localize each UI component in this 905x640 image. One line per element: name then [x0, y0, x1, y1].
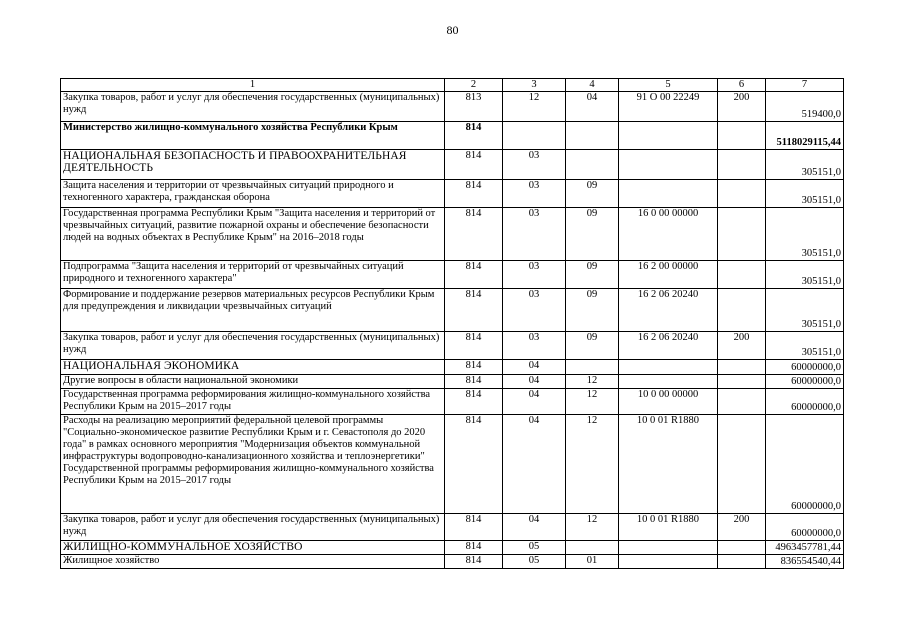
table-row [61, 514, 844, 541]
cell-code: 814 [445, 541, 503, 555]
cell-section: 04 [503, 375, 566, 389]
table-row [61, 360, 844, 375]
cell-amount: 305151,0 [766, 289, 844, 332]
cell-kind [718, 389, 766, 415]
cell-section: 04 [503, 514, 566, 541]
cell-target: 10 0 01 R1880 [619, 514, 718, 541]
cell-subsection: 09 [566, 332, 619, 360]
header-row [61, 79, 844, 92]
cell-target [619, 122, 718, 150]
cell-code: 814 [445, 332, 503, 360]
cell-name: Закупка товаров, работ и услуг для обеспечения государственных (муниципальных) нужд [61, 332, 445, 360]
cell-kind [718, 261, 766, 289]
cell-target: 16 2 06 20240 [619, 332, 718, 360]
table-row [61, 389, 844, 415]
table-row [61, 261, 844, 289]
cell-code: 814 [445, 389, 503, 415]
cell-kind [718, 208, 766, 261]
cell-name: Государственная программа реформирования жилищно-коммунального хозяйства Республики Крым на 2015–2017 годы [61, 389, 445, 415]
cell-subsection: 09 [566, 261, 619, 289]
cell-kind: 200 [718, 514, 766, 541]
table-row [61, 415, 844, 514]
cell-section: 03 [503, 289, 566, 332]
header-cell-target: 5 [619, 79, 718, 92]
cell-subsection [566, 122, 619, 150]
table-row [61, 150, 844, 180]
header-cell-code: 2 [445, 79, 503, 92]
cell-section: 04 [503, 415, 566, 514]
cell-subsection: 12 [566, 375, 619, 389]
cell-subsection: 04 [566, 92, 619, 122]
cell-amount: 305151,0 [766, 208, 844, 261]
cell-subsection: 09 [566, 289, 619, 332]
table-row [61, 375, 844, 389]
cell-section [503, 122, 566, 150]
cell-amount: 836554540,44 [766, 555, 844, 569]
cell-kind [718, 122, 766, 150]
cell-code: 814 [445, 415, 503, 514]
header-cell-section: 3 [503, 79, 566, 92]
cell-subsection: 12 [566, 514, 619, 541]
cell-target [619, 180, 718, 208]
cell-subsection [566, 541, 619, 555]
cell-section: 04 [503, 389, 566, 415]
cell-target: 16 2 06 20240 [619, 289, 718, 332]
cell-name: Жилищное хозяйство [61, 555, 445, 569]
cell-name: Другие вопросы в области национальной экономики [61, 375, 445, 389]
cell-amount: 5118029115,44 [766, 122, 844, 150]
cell-section: 03 [503, 261, 566, 289]
cell-name: Министерство жилищно-коммунального хозяйства Республики Крым [61, 122, 445, 150]
cell-target: 16 0 00 00000 [619, 208, 718, 261]
cell-code: 814 [445, 555, 503, 569]
cell-name: ЖИЛИЩНО-КОММУНАЛЬНОЕ ХОЗЯЙСТВО [61, 541, 445, 555]
cell-target [619, 150, 718, 180]
cell-name: Государственная программа Республики Крым "Защита населения и территорий от чрезвычайных ситуаций, развитие пожарной охраны и обеспечение безопасности людей на водных объектах в Республике Крым" на 2016–2018 годы [61, 208, 445, 261]
cell-kind [718, 360, 766, 375]
cell-section: 03 [503, 332, 566, 360]
table-row [61, 92, 844, 122]
cell-target [619, 541, 718, 555]
cell-amount: 305151,0 [766, 261, 844, 289]
header-cell-amount: 7 [766, 79, 844, 92]
cell-kind [718, 180, 766, 208]
cell-name: Закупка товаров, работ и услуг для обеспечения государственных (муниципальных) нужд [61, 92, 445, 122]
cell-name: НАЦИОНАЛЬНАЯ ЭКОНОМИКА [61, 360, 445, 375]
cell-code: 814 [445, 289, 503, 332]
cell-section: 05 [503, 541, 566, 555]
cell-kind [718, 415, 766, 514]
cell-code: 814 [445, 180, 503, 208]
cell-section: 03 [503, 150, 566, 180]
cell-amount: 60000000,0 [766, 389, 844, 415]
cell-name: Подпрограмма "Защита населения и территорий от чрезвычайных ситуаций природного и техногенного характера" [61, 261, 445, 289]
cell-subsection [566, 150, 619, 180]
cell-amount: 305151,0 [766, 150, 844, 180]
cell-amount: 60000000,0 [766, 415, 844, 514]
cell-amount: 519400,0 [766, 92, 844, 122]
cell-section: 04 [503, 360, 566, 375]
cell-subsection: 09 [566, 208, 619, 261]
header-cell-kind: 6 [718, 79, 766, 92]
cell-name: Расходы на реализацию мероприятий федеральной целевой программы "Социально-экономическое развитие Республики Крым и г. Севастополя до 2020 года" в рамках основного мероприятия "Модернизация объектов коммунальной инфраструктуры водопроводно-канализационного хозяйства и теплоэнергетики" Государственной программы реформирования жилищно-коммунального хозяйства Республики Крым на 2015–2017 годы [61, 415, 445, 514]
cell-target [619, 360, 718, 375]
cell-code: 814 [445, 150, 503, 180]
cell-kind [718, 289, 766, 332]
cell-subsection: 12 [566, 415, 619, 514]
cell-amount: 60000000,0 [766, 514, 844, 541]
cell-name: НАЦИОНАЛЬНАЯ БЕЗОПАСНОСТЬ И ПРАВООХРАНИТЕЛЬНАЯ ДЕЯТЕЛЬНОСТЬ [61, 150, 445, 180]
cell-target [619, 375, 718, 389]
budget-table-body [61, 79, 844, 569]
cell-target: 16 2 00 00000 [619, 261, 718, 289]
cell-code: 813 [445, 92, 503, 122]
cell-amount: 60000000,0 [766, 375, 844, 389]
cell-code: 814 [445, 360, 503, 375]
cell-section: 03 [503, 180, 566, 208]
cell-kind [718, 555, 766, 569]
cell-code: 814 [445, 122, 503, 150]
cell-subsection: 09 [566, 180, 619, 208]
table-row [61, 541, 844, 555]
cell-code: 814 [445, 208, 503, 261]
cell-name: Защита населения и территории от чрезвычайных ситуаций природного и техногенного характера, гражданская оборона [61, 180, 445, 208]
cell-section: 03 [503, 208, 566, 261]
cell-kind [718, 150, 766, 180]
table-row [61, 289, 844, 332]
cell-target [619, 555, 718, 569]
header-cell-name: 1 [61, 79, 445, 92]
cell-amount: 305151,0 [766, 180, 844, 208]
table-row [61, 555, 844, 569]
cell-code: 814 [445, 261, 503, 289]
cell-subsection: 01 [566, 555, 619, 569]
cell-kind [718, 541, 766, 555]
page-number: 80 [446, 23, 459, 37]
cell-name: Закупка товаров, работ и услуг для обеспечения государственных (муниципальных) нужд [61, 514, 445, 541]
cell-kind [718, 375, 766, 389]
table-row [61, 180, 844, 208]
cell-code: 814 [445, 375, 503, 389]
cell-amount: 4963457781,44 [766, 541, 844, 555]
cell-name: Формирование и поддержание резервов материальных ресурсов Республики Крым для предупреждения и ликвидации чрезвычайных ситуаций [61, 289, 445, 332]
cell-subsection: 12 [566, 389, 619, 415]
cell-code: 814 [445, 514, 503, 541]
header-cell-subsection: 4 [566, 79, 619, 92]
cell-target: 10 0 00 00000 [619, 389, 718, 415]
cell-kind: 200 [718, 332, 766, 360]
budget-table [60, 78, 844, 569]
cell-target: 91 О 00 22249 [619, 92, 718, 122]
table-row [61, 122, 844, 150]
cell-subsection [566, 360, 619, 375]
table-row [61, 332, 844, 360]
table-row [61, 208, 844, 261]
cell-amount: 305151,0 [766, 332, 844, 360]
cell-kind: 200 [718, 92, 766, 122]
cell-target: 10 0 01 R1880 [619, 415, 718, 514]
cell-section: 05 [503, 555, 566, 569]
cell-section: 12 [503, 92, 566, 122]
cell-amount: 60000000,0 [766, 360, 844, 375]
